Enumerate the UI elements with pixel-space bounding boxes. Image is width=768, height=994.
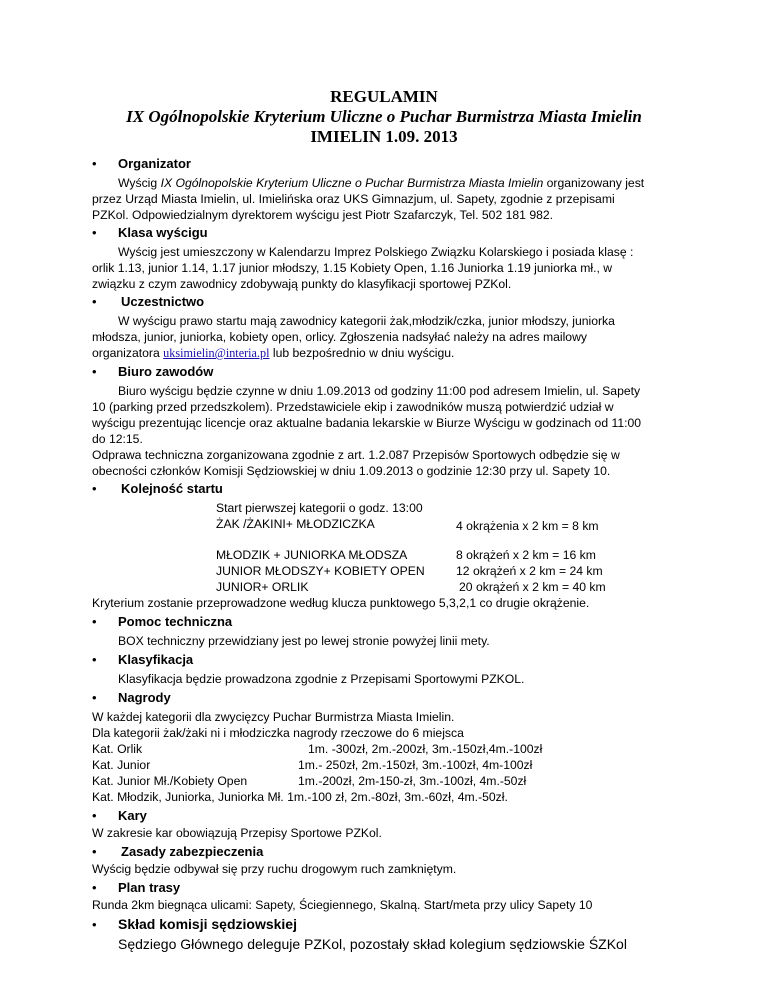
heading-plan: Plan trasy <box>118 880 181 895</box>
heading-pomoc: Pomoc techniczna <box>118 614 233 629</box>
biuro-line-3: wyścigu prezentując licencje oraz aktualne badania lekarskie w Biurze Wyścigu w godzinach od 11:00 <box>92 416 642 430</box>
prize-values: 1m. -300zł, 2m.-200zł, 3m.-150zł,4m.-100zł <box>308 742 543 756</box>
start-time: Start pierwszej kategorii o godz. 13:00 <box>216 501 423 515</box>
biuro-line-4: do 12:15. <box>92 432 143 446</box>
uczestnictwo-line-1: W wyścigu prawo startu mają zawodnicy kategorii żak,młodzik/czka, junior młodszy, juniorka <box>118 314 615 328</box>
prize-category: Kat. Junior <box>92 758 151 772</box>
bullet-icon: • <box>92 808 97 823</box>
prize-last-row: Kat. Młodzik, Juniorka, Juniorka Mł. 1m.-100 zł, 2m.-80zł, 3m.-60zł, 4m.-50zł. <box>92 790 508 804</box>
heading-sklad: Skład komisji sędziowskiej <box>118 916 297 932</box>
organizator-line-2: przez Urząd Miasta Imielin, ul. Imielińska oraz UKS Gimnazjum, ul. Sapety, zgodnie z przepisami <box>92 192 615 206</box>
klasyfikacja-line-1: Klasyfikacja będzie prowadzona zgodnie z Przepisami Sportowymi PZKOL. <box>118 672 525 686</box>
start-category: JUNIOR MŁODSZY+ KOBIETY OPEN <box>216 564 425 578</box>
bullet-icon: • <box>92 614 97 629</box>
start-distance: 8 okrążeń x 2 km = 16 km <box>456 548 596 562</box>
start-category: ŻAK /ŻAKINI+ MŁODZICZKA <box>216 517 375 531</box>
start-distance: 12 okrążeń x 2 km = 24 km <box>456 564 603 578</box>
heading-klasa: Klasa wyścigu <box>118 225 208 240</box>
kryterium-note: Kryterium zostanie przeprowadzone według klucza punktowego 5,3,2,1 co drugie okrążenie. <box>92 596 590 610</box>
prize-values: 1m.- 250zł, 2m.-150zł, 3m.-100zł, 4m-100zł <box>298 758 533 772</box>
heading-kolejnosc: Kolejność startu <box>121 481 223 496</box>
nagrody-line-2: Dla kategorii żak/żaki ni i młodziczka nagrody rzeczowe do 6 miejsca <box>92 726 464 740</box>
start-category: MŁODZIK + JUNIORKA MŁODSZA <box>216 548 408 562</box>
heading-biuro: Biuro zawodów <box>118 364 214 379</box>
prize-category: Kat. Orlik <box>92 742 143 756</box>
biuro-line-1: Biuro wyścigu będzie czynne w dniu 1.09.2013 od godziny 11:00 pod adresem Imielin, ul. Sapety <box>118 384 641 398</box>
biuro-line-2: 10 (parking przed przedszkolem). Przedstawiciele ekip i zawodników muszą potwierdzić udział w <box>92 400 614 414</box>
biuro-line-5: Odprawa techniczna zorganizowana zgodnie z art. 1.2.087 Przepisów Sportowych odbędzie się w <box>92 448 620 462</box>
prize-values: 1m.-200zł, 2m-150-zł, 3m.-100zł, 4m.-50zł <box>298 774 527 788</box>
start-distance: 4 okrążenia x 2 km = 8 km <box>456 519 599 533</box>
kary-line-1: W zakresie kar obowiązują Przepisy Sportowe PZKol. <box>92 826 382 840</box>
organizator-line-1: Wyścig IX Ogólnopolskie Kryterium Uliczne o Puchar Burmistrza Miasta Imielin organizowany jest <box>118 176 645 190</box>
heading-nagrody: Nagrody <box>118 690 171 705</box>
bullet-icon: • <box>92 225 97 240</box>
heading-klasyfikacja: Klasyfikacja <box>118 652 194 667</box>
heading-organizator: Organizator <box>118 156 191 171</box>
bullet-icon: • <box>92 364 97 379</box>
nagrody-line-1: W każdej kategorii dla zwycięzcy Puchar Burmistrza Miasta Imielin. <box>92 710 455 724</box>
klasa-line-3: związku z czym zawodnicy zdobywają punkty do klasyfikacji sportowej PZKol. <box>92 277 512 291</box>
klasa-line-1: Wyścig jest umieszczony w Kalendarzu Imprez Polskiego Związku Kolarskiego i posiada klasę : <box>118 245 634 259</box>
biuro-line-6: obecności członków Komisji Sędziowskiej w dniu 1.09.2013 o godzinie 12:30 przy ul. Sapety 10. <box>92 464 611 478</box>
bullet-icon: • <box>92 917 97 932</box>
heading-uczestnictwo: Uczestnictwo <box>121 294 205 309</box>
zasady-line-1: Wyścig będzie odbywał się przy ruchu drogowym ruch zamkniętym. <box>92 862 457 876</box>
bullet-icon: • <box>92 690 97 705</box>
heading-kary: Kary <box>118 808 147 823</box>
plan-line-1: Runda 2km biegnąca ulicami: Sapety, Ściegiennego, Skalną. Start/meta przy ulicy Sapety 10 <box>92 898 593 912</box>
uczestnictwo-line-3: organizatora uksimielin@interia.pl lub bezpośrednio w dniu wyścigu. <box>92 346 455 360</box>
uczestnictwo-line-2: młodsza, junior, juniorka, kobiety open, orlicy. Zgłoszenia nadsyłać należy na adres mailowy <box>92 330 587 344</box>
bullet-icon: • <box>92 844 97 859</box>
bullet-icon: • <box>92 294 97 309</box>
organizator-line-3: PZKol. Odpowiedzialnym dyrektorem wyścigu jest Piotr Szafarczyk, Tel. 502 181 982. <box>92 208 554 222</box>
start-distance: 20 okrążeń x 2 km = 40 km <box>459 580 606 594</box>
bullet-icon: • <box>92 156 97 171</box>
klasa-line-2: orlik 1.13, junior 1.14, 1.17 junior młodszy, 1.15 Kobiety Open, 1.16 Juniorka 1.19 juniorka mł., w <box>92 261 613 275</box>
start-category: JUNIOR+ ORLIK <box>216 580 309 594</box>
bullet-icon: • <box>92 880 97 895</box>
pomoc-line-1: BOX techniczny przewidziany jest po lewej stronie powyżej linii mety. <box>118 634 490 648</box>
bullet-icon: • <box>92 652 97 667</box>
prize-category: Kat. Junior Mł./Kobiety Open <box>92 774 248 788</box>
email-link[interactable]: uksimielin@interia.pl <box>163 346 270 360</box>
document-subtitle: IX Ogólnopolskie Kryterium Uliczne o Puchar Burmistrza Miasta Imielin <box>126 107 642 126</box>
sklad-line-1: Sędziego Głównego deleguje PZKol, pozostały skład kolegium sędziowskie ŚZKol <box>118 936 627 952</box>
heading-zasady: Zasady zabezpieczenia <box>121 844 264 859</box>
document-title: REGULAMIN <box>330 87 438 106</box>
document-date: IMIELIN 1.09. 2013 <box>310 127 458 146</box>
bullet-icon: • <box>92 481 97 496</box>
